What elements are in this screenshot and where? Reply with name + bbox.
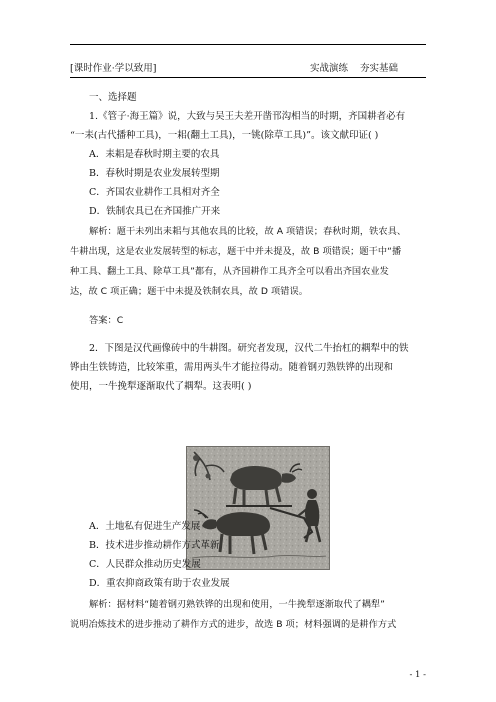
header-label-foundation: 夯实基础 <box>359 63 398 74</box>
q1-stem-line-1: 1.《管子·海王篇》说，大致与吴王夫差开凿邗沟相当的时期，齐国耕者必有 <box>89 111 406 122</box>
q1-analysis-line-4: 达，故 C 项正确；题干中未提及铁制农具，故 D 项错误。 <box>70 286 308 297</box>
q1-option-a: A．耒耜是春秋时期主要的农具 <box>89 149 220 160</box>
header-right-labels <box>310 62 398 76</box>
q1-option-c: C．齐国农业耕作工具相对齐全 <box>89 187 220 198</box>
page-number: - 1 - <box>409 670 426 680</box>
q1-option-b: B．春秋时期是农业发展转型期 <box>89 168 220 179</box>
q2-analysis-line-2: 说明冶炼技术的进步推动了耕作方式的进步，故选 B 项；材料强调的是耕作方式 <box>70 619 397 630</box>
q1-answer: 答案：C <box>89 315 124 326</box>
header-label-practice: 实战演练 <box>309 63 348 74</box>
q1-stem-line-2: “一耒(古代播种工具)，一耜(翻土工具)，一铫(除草工具)”。该文献印证( ) <box>70 130 379 141</box>
header-rule <box>70 77 426 78</box>
q2-stem-line-1: 2．下图是汉代画像砖中的牛耕图。研究者发现，汉代二牛抬杠的耦犁中的铁 <box>89 343 409 354</box>
q2-analysis-line-1: 解析：据材料“随着钢刃熟铁铧的出现和使用，一牛挽犁逐渐取代了耦犁” <box>89 599 385 610</box>
q1-analysis-line-1: 解析：题干未列出耒耜与其他农具的比较，故 A 项错误；春秋时期，铁农具、 <box>89 226 407 237</box>
top-rule <box>70 44 426 45</box>
q2-option-b: B．技术进步推动耕作方式革新 <box>89 540 220 551</box>
q1-analysis-line-3: 种工具、翻土工具、除草工具”都有，从齐国耕作工具齐全可以看出齐国农业发 <box>70 266 389 277</box>
page-header <box>70 62 426 76</box>
section-title: 一、选择题 <box>89 92 137 103</box>
q2-option-d: D．重农抑商政策有助于农业发展 <box>89 578 230 589</box>
q2-option-a: A．土地私有促进生产发展 <box>89 521 201 532</box>
q1-option-d: D．铁制农具已在齐国推广开来 <box>89 206 221 217</box>
header-left-label: [课时作业·学以致用] <box>70 63 157 74</box>
q2-stem-line-2: 铧由生铁铸造，比较笨重，需用两头牛才能拉得动。随着钢刃熟铁铧的出现和 <box>70 362 394 373</box>
q2-stem-line-3: 使用，一牛挽犁逐渐取代了耦犁。这表明( ) <box>70 381 252 392</box>
q1-analysis-line-2: 牛耕出现，这是农业发展转型的标志，题干中并未提及，故 B 项错误；题干中“播 <box>70 246 402 257</box>
q2-option-c: C．人民群众推动历史发展 <box>89 559 201 570</box>
